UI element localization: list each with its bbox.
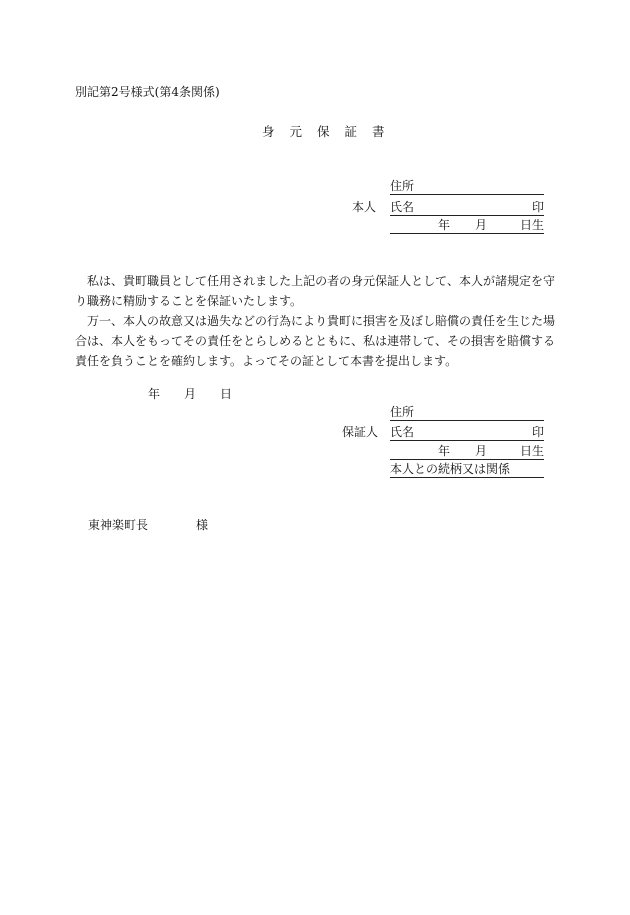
- principal-address-label: 住所: [390, 179, 415, 193]
- principal-birth-day: 日生: [519, 218, 544, 232]
- guarantor-birth-month: 月: [475, 444, 488, 458]
- guarantor-address-line: [390, 404, 544, 421]
- principal-birth-month: 月: [475, 218, 488, 232]
- guarantor-relation-label: 本人との続柄又は関係: [390, 462, 511, 476]
- guarantor-birth-year: 年: [438, 444, 451, 458]
- principal-seal: 印: [531, 200, 544, 214]
- principal-role-label: 本人: [352, 200, 377, 214]
- guarantor-birth-day: 日生: [519, 444, 544, 458]
- date-day: 日: [220, 387, 233, 401]
- guarantor-address-label: 住所: [390, 405, 415, 419]
- date-year: 年: [148, 387, 161, 401]
- principal-name-label: 氏名: [390, 200, 415, 214]
- date-month: 月: [184, 387, 197, 401]
- form-label: 別記第2号様式(第4条関係): [75, 85, 220, 99]
- principal-birthdate-line: [390, 217, 544, 234]
- guarantor-name-label: 氏名: [390, 425, 415, 439]
- guarantor-name-line: [390, 424, 544, 441]
- guarantor-role-label: 保証人: [342, 425, 379, 439]
- principal-birth-year: 年: [438, 218, 451, 232]
- addressee-honorific: 様: [196, 518, 209, 532]
- addressee-name: 東神楽町長: [88, 518, 149, 532]
- guarantor-birthdate-line: [390, 443, 544, 460]
- body-paragraph-1: 私は、貴町職員として任用されました上記の者の身元保証人として、本人が諸規定を守り職務に精励することを保証いたします。: [75, 274, 555, 308]
- body-text: [75, 271, 555, 371]
- principal-name-line: [390, 199, 544, 216]
- document-title: 身元保証書: [262, 124, 400, 139]
- principal-address-line: [390, 178, 544, 195]
- guarantor-seal: 印: [531, 425, 544, 439]
- body-paragraph-2: 万一、本人の故意又は過失などの行為により貴町に損害を及ぼし賠償の責任を生じた場合は、本人をもってその責任をとらしめるとともに、私は連帯して、その損害を賠償する責任を負うことを確約します。よってその証として本書を提出します。: [75, 314, 556, 368]
- guarantor-relation-line: [390, 461, 544, 478]
